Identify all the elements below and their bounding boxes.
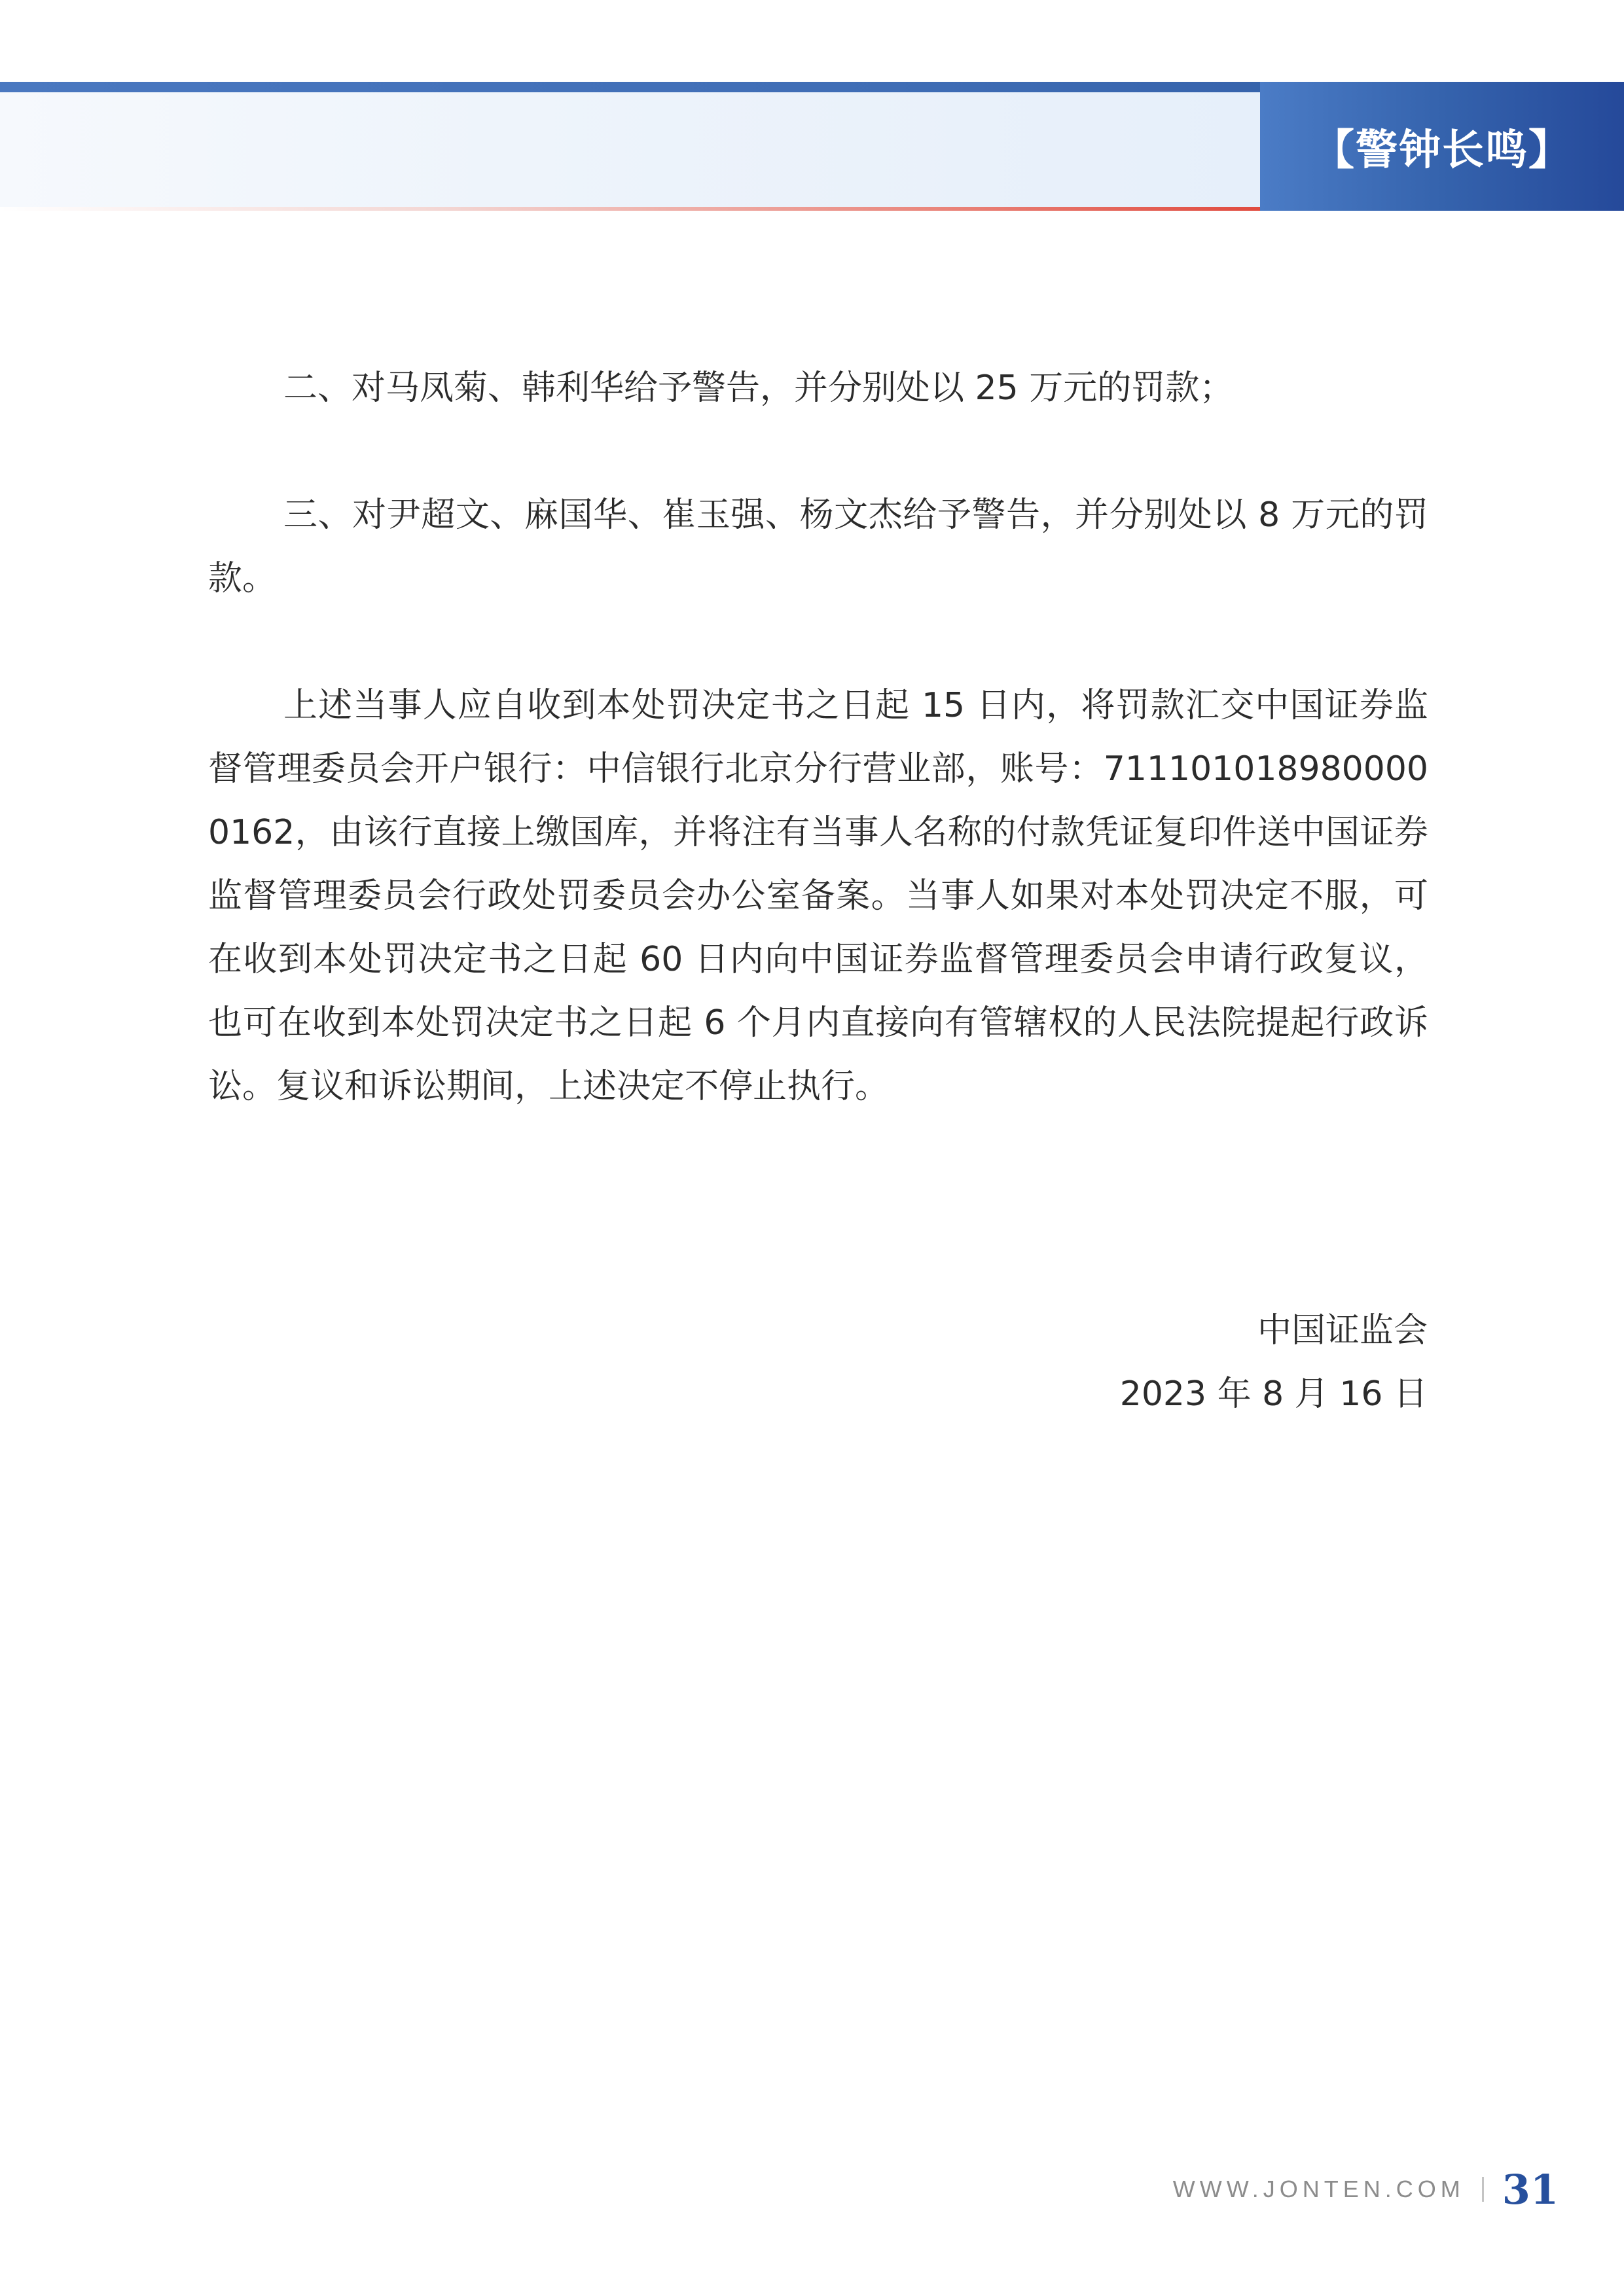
- section-tag: [1260, 82, 1624, 211]
- footer-website: WWW.JONTEN.COM: [1172, 2176, 1465, 2202]
- page-footer: [1173, 2160, 1559, 2219]
- header-band: [0, 92, 1260, 207]
- paragraph-payment-instructions: 上述当事人应自收到本处罚决定书之日起 15 日内，将罚款汇交中国证券监督管理委员会开户银行：中信银行北京分行营业部，账号：7111010189800000162，由该行直接上缴国库，并将注有当事人名称的付款凭证复印件送中国证券监督管理委员会行政处罚委员会办公室备案。当事人如果对本处罚决定不服，可在收到本处罚决定书之日起 60 日内向中国证券监督管理委员会申请行政复议，也可在收到本处罚决定书之日起 6 个月内直接向有管辖权的人民法院提起行政诉讼。复议和诉讼期间，上述决定不停止执行。: [208, 686, 1428, 1106]
- page-number: 31: [1502, 2165, 1559, 2214]
- issue-date: 2023 年 8 月 16 日: [1119, 1374, 1428, 1414]
- signature-block: [1120, 1299, 1428, 1426]
- section-tag-label: 【警钟长鸣】: [1312, 125, 1572, 175]
- document-body: [208, 357, 1428, 1119]
- issuing-organization: 中国证监会: [1257, 1311, 1428, 1350]
- paragraph-penalty-two: 二、对马凤菊、韩利华给予警告，并分别处以 25 万元的罚款；: [283, 368, 1234, 408]
- header-bottom-rule: [0, 207, 1260, 211]
- footer-divider: [1482, 2177, 1484, 2202]
- paragraph-penalty-three: 三、对尹超文、麻国华、崔玉强、杨文杰给予警告，并分别处以 8 万元的罚款。: [208, 495, 1428, 598]
